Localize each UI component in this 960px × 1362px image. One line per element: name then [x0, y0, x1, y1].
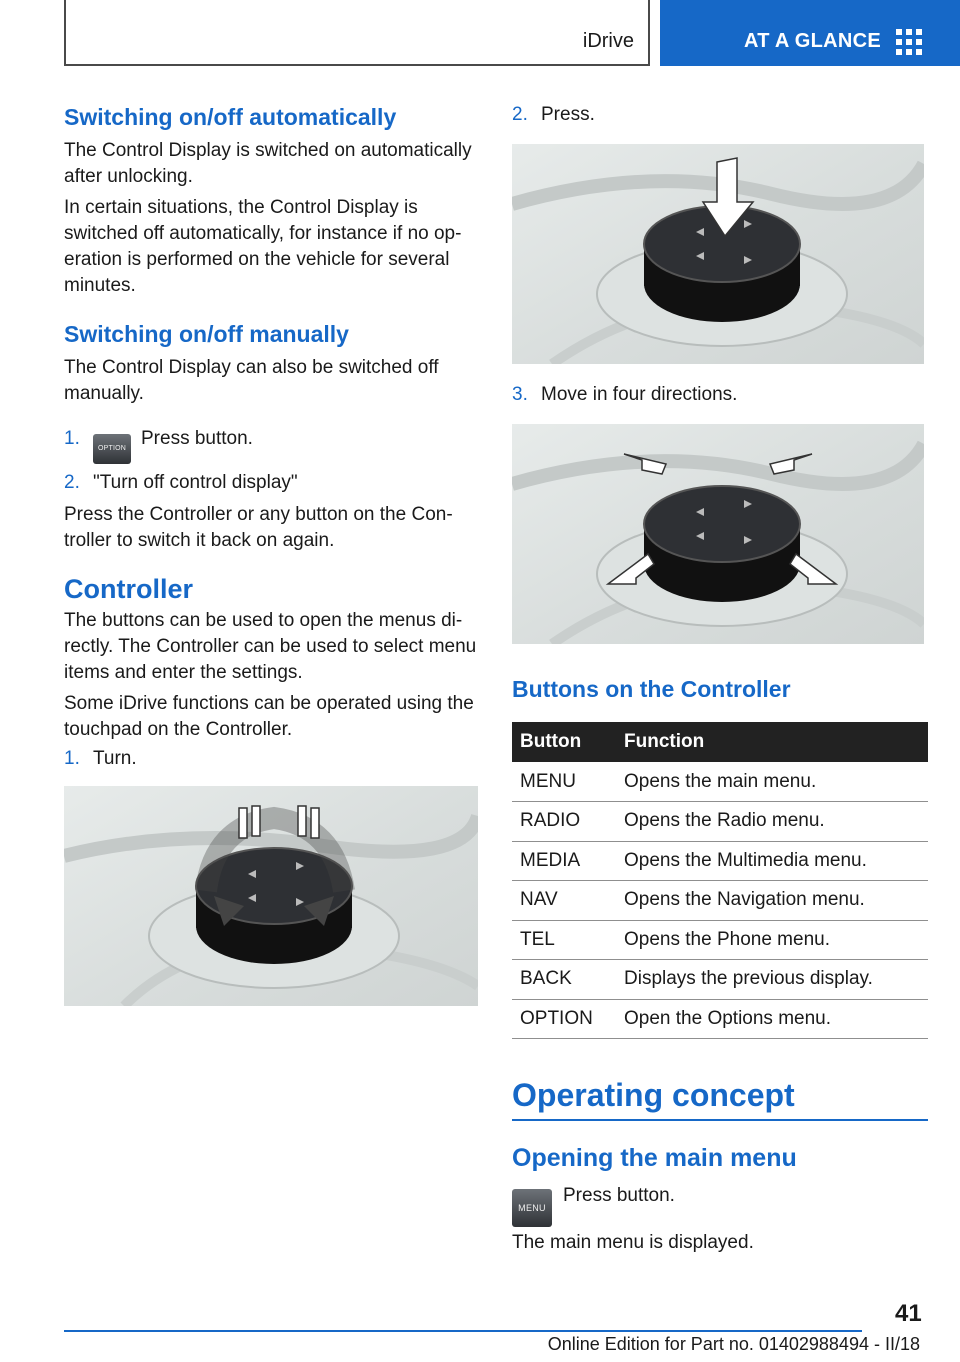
- table-row: [512, 920, 928, 960]
- step-turn: [64, 746, 478, 772]
- paragraph-manual-2: Press the Controller or any button on the Con- troller to switch it back on again.: [64, 504, 453, 551]
- paragraph-manual-1: The Control Display can also be switched off manually.: [64, 357, 439, 404]
- header-section-box: [64, 0, 650, 66]
- paragraph-controller-1: The buttons can be used to open the menus di- rectly. The Controller can be used to select menu items and enter the settings.: [64, 610, 477, 683]
- menu-button-icon: MENU: [512, 1189, 552, 1227]
- heading-operating-concept: Operating concept: [512, 1075, 928, 1121]
- table-row: [512, 802, 928, 842]
- step-move: [512, 382, 928, 408]
- table-header-button: Button: [512, 722, 616, 762]
- heading-buttons-on-controller: Buttons on the Controller: [512, 676, 791, 702]
- table-cell-function: Opens the main menu.: [616, 762, 928, 802]
- paragraph-auto-1: The Control Display is switched on automatically after unlocking.: [64, 140, 472, 187]
- step-turn-off-display: [64, 470, 478, 496]
- controller-press-illustration: [512, 144, 924, 364]
- header-chapter-box: [660, 0, 960, 66]
- paragraph-menu-displayed: The main menu is displayed.: [512, 1232, 754, 1253]
- step-option-press: [64, 426, 478, 464]
- table-cell-function: Opens the Navigation menu.: [616, 881, 928, 921]
- table-cell-button: MENU: [512, 762, 616, 802]
- step-text: "Turn off control display": [93, 472, 298, 493]
- step-text: Turn.: [93, 748, 137, 769]
- step-number: 1.: [64, 748, 80, 769]
- step-number: 3.: [512, 384, 528, 405]
- footer-edition: Online Edition for Part no. 01402988494 - II/18: [547, 1334, 920, 1354]
- controller-turn-illustration: [64, 786, 478, 1006]
- table-row: [512, 999, 928, 1039]
- right-column: [512, 102, 928, 1256]
- table-cell-button: MEDIA: [512, 841, 616, 881]
- heading-switching-manual: Switching on/off manually: [64, 321, 349, 347]
- grid-3x3-icon: [896, 29, 922, 55]
- menu-press-row: [512, 1183, 928, 1227]
- footer-divider: [64, 1330, 862, 1332]
- controller-move-illustration: [512, 424, 924, 644]
- paragraph-auto-2: In certain situations, the Control Display is switched off automatically, for instance if no op- eration is performed on the vehicle for several minutes.: [64, 197, 462, 296]
- table-cell-function: Opens the Phone menu.: [616, 920, 928, 960]
- step-text: Move in four directions.: [541, 384, 738, 405]
- table-row: [512, 881, 928, 921]
- page-number: 41: [895, 1300, 922, 1327]
- heading-controller: Controller: [64, 574, 194, 604]
- step-number: 2.: [64, 472, 80, 493]
- table-cell-button: BACK: [512, 960, 616, 1000]
- table-header-row: [512, 722, 928, 762]
- table-row: [512, 960, 928, 1000]
- step-number: 1.: [64, 428, 80, 449]
- table-row: [512, 841, 928, 881]
- header-chapter-title: AT A GLANCE: [744, 30, 881, 52]
- step-number: 2.: [512, 104, 528, 125]
- table-cell-button: RADIO: [512, 802, 616, 842]
- table-row: [512, 762, 928, 802]
- menu-press-text: Press button.: [563, 1185, 675, 1206]
- buttons-table: [512, 722, 928, 1039]
- header-section-title: iDrive: [582, 30, 634, 52]
- paragraph-controller-2: Some iDrive functions can be operated using the touchpad on the Controller.: [64, 693, 474, 740]
- step-text: Press button.: [141, 428, 253, 449]
- table-cell-function: Displays the previous display.: [616, 960, 928, 1000]
- left-column: [64, 102, 478, 1006]
- option-button-icon: OPTION: [93, 434, 131, 464]
- table-cell-button: TEL: [512, 920, 616, 960]
- table-cell-function: Opens the Multimedia menu.: [616, 841, 928, 881]
- heading-switching-auto: Switching on/off automatically: [64, 104, 397, 130]
- table-header-function: Function: [616, 722, 928, 762]
- table-cell-function: Open the Options menu.: [616, 999, 928, 1039]
- step-text: Press.: [541, 104, 595, 125]
- table-cell-button: NAV: [512, 881, 616, 921]
- step-press: [512, 102, 928, 128]
- heading-opening-main-menu: Opening the main menu: [512, 1144, 797, 1172]
- table-cell-button: OPTION: [512, 999, 616, 1039]
- table-cell-function: Opens the Radio menu.: [616, 802, 928, 842]
